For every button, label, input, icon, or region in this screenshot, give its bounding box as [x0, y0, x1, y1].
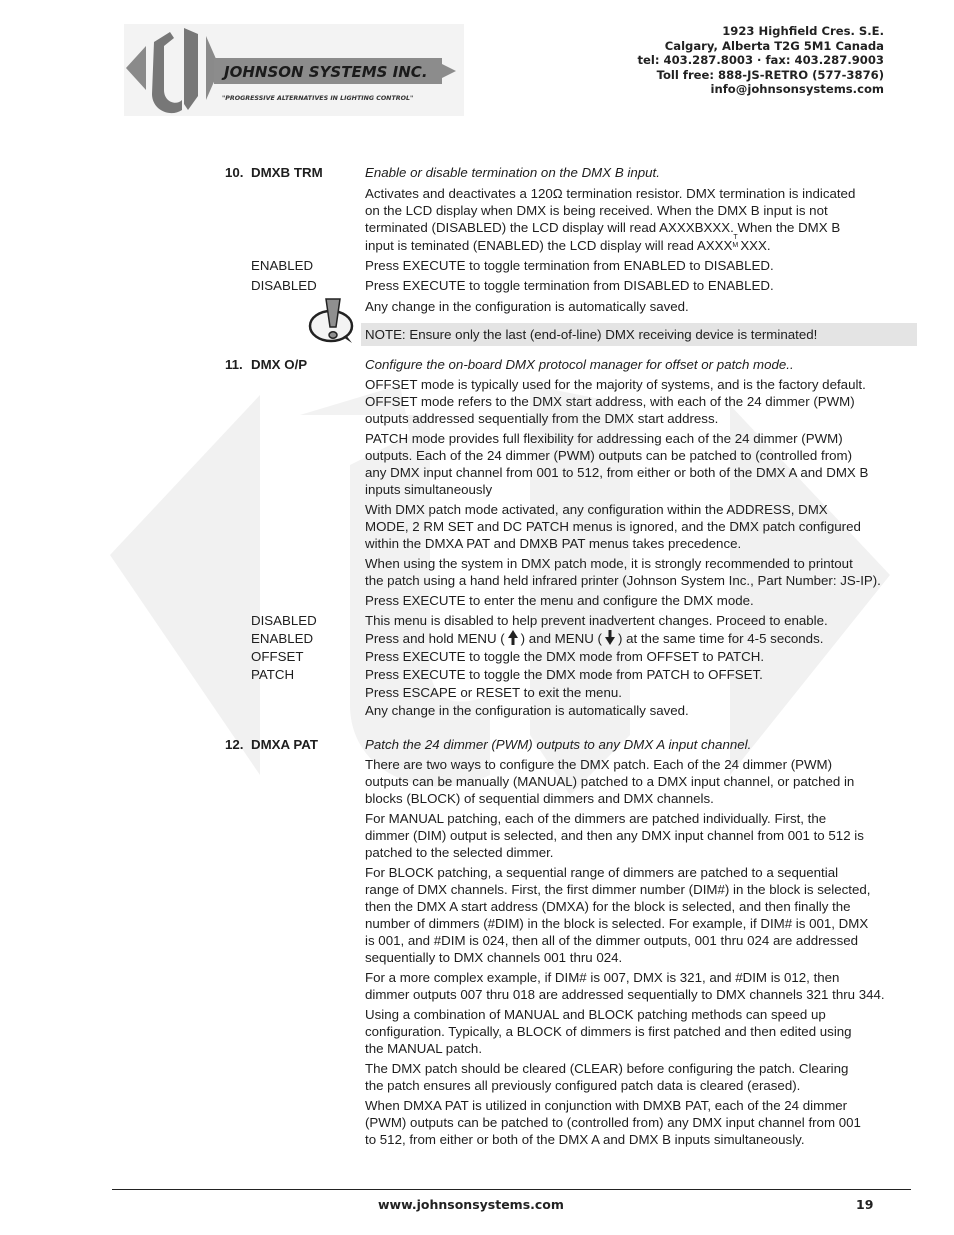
paragraph-line: OFFSET mode is typically used for the majority of systems, and is the factory default. — [365, 377, 866, 392]
option-offset: OFFSET — [251, 649, 304, 664]
paragraph-line: the MANUAL patch. — [365, 1041, 483, 1056]
desc-text: XXX. — [740, 238, 771, 253]
paragraph-line: within the DMXA PAT and DMXB PAT menus takes precedence. — [365, 536, 742, 551]
company-logo — [124, 24, 464, 116]
section-11-summary: Configure the on-board DMX protocol manager for offset or patch mode.. — [365, 357, 794, 372]
option-enabled: ENABLED — [251, 631, 314, 646]
paragraph-line: configuration. Typically, a BLOCK of dimmers is first patched and then edited using — [365, 1024, 852, 1039]
paragraph-line: There are two ways to configure the DMX patch. Each of the 24 dimmer (PWM) — [365, 757, 833, 772]
paragraph-line: PATCH mode provides full flexibility for addressing each of the 24 dimmer (PWM) — [365, 431, 843, 446]
arrow-up-icon — [507, 630, 519, 645]
option-patch-text: Press EXECUTE to toggle the DMX mode from PATCH to OFFSET. — [365, 667, 763, 682]
section-10-desc-line: Activates and deactivates a 120Ω termination resistor. DMX termination is indicated — [365, 186, 856, 201]
term-symbol-bottom: M — [732, 242, 739, 249]
paragraph-line: to 512, from either or both of the DMX A and DMX B inputs simultaneously. — [365, 1132, 805, 1147]
option-disabled-text: This menu is disabled to help prevent inadvertent changes. Proceed to enable. — [365, 613, 828, 628]
paragraph-line: When using the system in DMX patch mode, it is strongly recommended to printout — [365, 556, 853, 571]
paragraph-line: is 001, and #DIM is 024, then all of the dimmer outputs, 001 thru 024 are addressed — [365, 933, 859, 948]
paragraph-line: then the DMX A start address (DMXA) for the block is selected, and then finally the — [365, 899, 851, 914]
paragraph-line: blocks (BLOCK) of sequential dimmers and DMX channels. — [365, 791, 714, 806]
note-pre: Ensure — [405, 327, 456, 342]
paragraph-line: The DMX patch should be cleared (CLEAR) before configuring the patch. Clearing — [365, 1061, 849, 1076]
option-enabled: ENABLED — [251, 258, 314, 273]
section-10-summary: Enable or disable termination on the DMX B input. — [365, 165, 660, 180]
text: Press and hold MENU ( — [365, 631, 505, 646]
section-number-12: 12. — [225, 737, 244, 752]
note-label: NOTE: — [365, 327, 406, 342]
arrow-down-icon — [604, 630, 616, 645]
desc-text: input is teminated (ENABLED) the LCD display will read AXXX — [365, 238, 733, 253]
paragraph-line: the patch ensures all previously configured patch data is cleared (erased). — [365, 1078, 801, 1093]
section-title-dmxb-trm: DMXB TRM — [251, 165, 323, 180]
autosave-text: Any change in the configuration is automatically saved. — [365, 299, 689, 314]
paragraph-line: number of dimmers (#DIM) in the block is selected. For example, if DIM# is 001, DMX — [365, 916, 869, 931]
address-phone: tel: 403.287.8003 · fax: 403.287.9003 — [637, 53, 884, 68]
paragraph-line: For MANUAL patching, each of the dimmers are patched individually. First, the — [365, 811, 827, 826]
paragraph-line: the patch using a hand held infrared printer (Johnson System Inc., Part Number: JS-IP). — [365, 573, 881, 588]
footer-divider — [112, 1189, 911, 1190]
termination-symbol — [732, 234, 740, 250]
enter-menu-text: Press EXECUTE to enter the menu and configure the DMX mode. — [365, 593, 754, 608]
paragraph-line: For a more complex example, if DIM# is 007, DMX is 321, and #DIM is 012, then — [365, 970, 840, 985]
paragraph-line: patched to the selected dimmer. — [365, 845, 554, 860]
address-street: 1923 Highfield Cres. S.E. — [722, 24, 884, 38]
paragraph-line: dimmer outputs 007 thru 018 are addressed sequentially to DMX channels 321 thru 344. — [365, 987, 885, 1002]
note-post: the last (end-of-line) DMX receiving device is terminated! — [479, 327, 818, 342]
paragraph-line: any DMX input channel from 001 to 512, from either or both of the DMX A and DMX B — [365, 465, 869, 480]
paragraph-line: dimmer (DIM) output is selected, and then any DMX input channel from 001 to 512 is — [365, 828, 864, 843]
exit-menu-text: Press ESCAPE or RESET to exit the menu. — [365, 685, 622, 700]
section-10-desc-line: on the LCD display when DMX is being received. When the DMX B input is not — [365, 203, 828, 218]
company-address — [637, 24, 884, 97]
option-patch: PATCH — [251, 667, 295, 682]
option-enabled-text: Press EXECUTE to toggle termination from ENABLED to DISABLED. — [365, 258, 774, 273]
section-number-11: 11. — [225, 357, 243, 372]
section-title-dmxa-pat: DMXA PAT — [251, 737, 318, 752]
company-name: JOHNSON SYSTEMS INC. — [224, 63, 428, 81]
paragraph-line: With DMX patch mode activated, any configuration within the ADDRESS, DMX — [365, 502, 828, 517]
paragraph-line: OFFSET mode refers to the DMX start address, with each of the 24 dimmer (PWM) — [365, 394, 855, 409]
section-12-summary: Patch the 24 dimmer (PWM) outputs to any DMX A input channel. — [365, 737, 752, 752]
text: ) and MENU ( — [520, 631, 602, 646]
paragraph-line: sequentially to DMX channels 001 thru 024. — [365, 950, 623, 965]
warning-icon — [306, 297, 356, 345]
paragraph-line: Using a combination of MANUAL and BLOCK patching methods can speed up — [365, 1007, 826, 1022]
address-city: Calgary, Alberta T2G 5M1 Canada — [664, 38, 884, 53]
section-number-10: 10. — [225, 165, 244, 180]
section-10-desc-line — [365, 234, 771, 254]
page-number: 19 — [856, 1197, 874, 1212]
option-disabled: DISABLED — [251, 278, 317, 293]
option-disabled-text: Press EXECUTE to toggle termination from DISABLED to ENABLED. — [365, 278, 774, 293]
paragraph-line: outputs. Each of the 24 dimmer (PWM) outputs can be patched to (controlled from) — [365, 448, 853, 463]
footer-website-link[interactable]: www.johnsonsystems.com — [378, 1197, 564, 1212]
autosave-text: Any change in the configuration is automatically saved. — [365, 703, 689, 718]
paragraph-line: outputs can be manually (MANUAL) patched to a DMX input channel, or patched in — [365, 774, 855, 789]
text: ) at the same time for 4-5 seconds. — [617, 631, 824, 646]
paragraph-line: inputs simultaneously — [365, 482, 493, 497]
company-tagline: "PROGRESSIVE ALTERNATIVES IN LIGHTING CONTROL" — [222, 95, 414, 102]
note-emphasis: only — [455, 327, 480, 342]
option-enabled-text — [365, 630, 823, 647]
address-email: info@johnsonsystems.com — [710, 82, 884, 97]
section-title-dmx-op: DMX O/P — [251, 357, 308, 372]
paragraph-line: outputs addressed sequentially from the DMX start address. — [365, 411, 719, 426]
section-10-desc-line: terminated (DISABLED) the LCD display will read AXXXBXXX. When the DMX B — [365, 220, 841, 235]
paragraph-line: For BLOCK patching, a sequential range of dimmers are patched to a sequential — [365, 865, 839, 880]
option-disabled: DISABLED — [251, 613, 317, 628]
term-symbol-top: T — [733, 234, 738, 241]
paragraph-line: MODE, 2 RM SET and DC PATCH menus is ignored, and the DMX patch configured — [365, 519, 861, 534]
paragraph-line: (PWM) outputs can be patched to (controlled from) any DMX input channel from 001 — [365, 1115, 861, 1130]
address-tollfree: Toll free: 888-JS-RETRO (577-3876) — [656, 67, 884, 82]
paragraph-line: When DMXA PAT is utilized in conjunction with DMXB PAT, each of the 24 dimmer — [365, 1098, 848, 1113]
note-text — [365, 326, 817, 343]
paragraph-line: range of DMX channels. First, the first dimmer number (DIM#) in the block is selected, — [365, 882, 871, 897]
option-offset-text: Press EXECUTE to toggle the DMX mode from OFFSET to PATCH. — [365, 649, 765, 664]
